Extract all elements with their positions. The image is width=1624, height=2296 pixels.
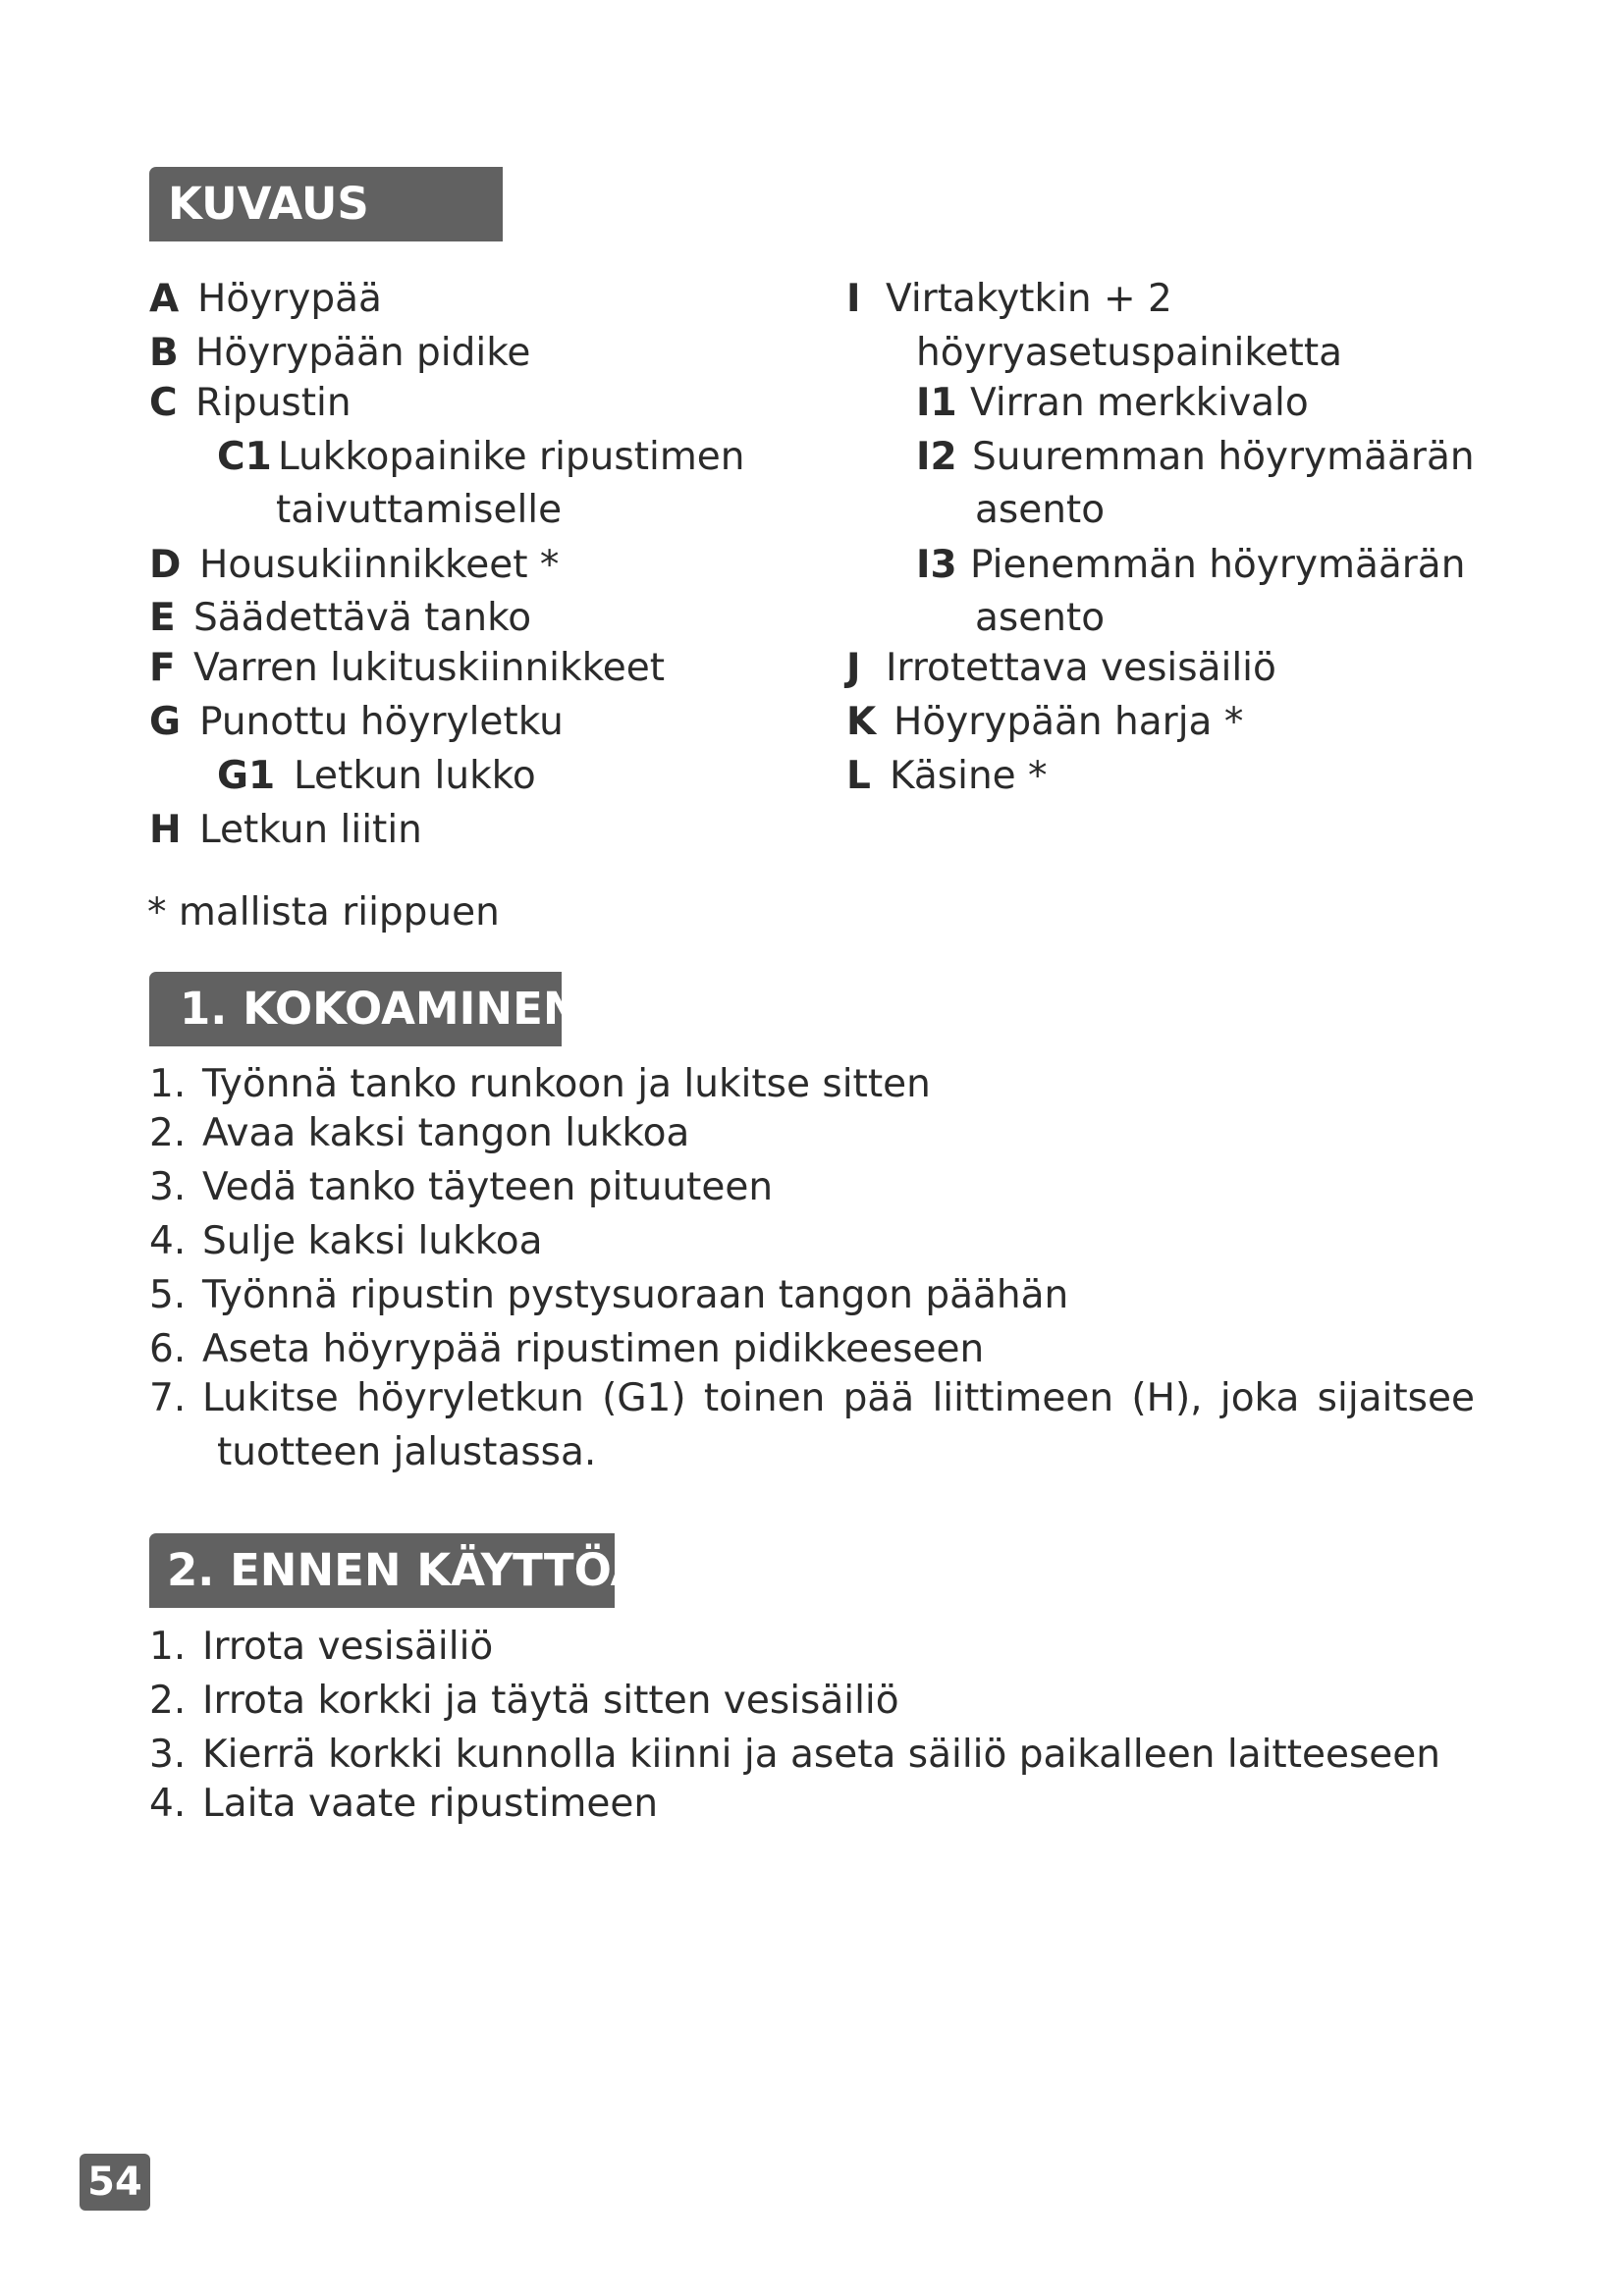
step-number: 6.	[149, 1327, 187, 1371]
step-text: Aseta höyrypää ripustimen pidikkeeseen	[202, 1327, 985, 1371]
step-number: 1.	[149, 1062, 187, 1106]
item-text: Virtakytkin + 2	[886, 277, 1172, 321]
item-text: Höyrypään harja *	[893, 700, 1244, 744]
item-key: C	[149, 381, 178, 425]
section-heading-kuvaus: KUVAUS	[149, 167, 503, 241]
item-key: H	[149, 808, 182, 852]
step-text: Työnnä tanko runkoon ja lukitse sitten	[202, 1062, 931, 1106]
step-text: Irrota vesisäiliö	[202, 1625, 494, 1669]
item-key: C1	[217, 435, 272, 479]
item-key: F	[149, 646, 176, 690]
step-number: 3.	[149, 1733, 187, 1777]
step-text: Sulje kaksi lukkoa	[202, 1219, 543, 1263]
item-text: Pienemmän höyrymäärän	[970, 543, 1466, 587]
item-text-continuation: taivuttamiselle	[276, 488, 563, 532]
footnote: * mallista riippuen	[147, 890, 500, 934]
item-text: Virran merkkivalo	[970, 381, 1309, 425]
step-number: 2.	[149, 1679, 187, 1723]
step-text: Vedä tanko täyteen pituuteen	[202, 1165, 774, 1209]
item-key: J	[846, 646, 861, 690]
section-heading-ennen-kayttoa: 2. ENNEN KÄYTTÖÄ	[149, 1533, 615, 1608]
item-text: Höyrypää	[197, 277, 382, 321]
page-number: 54	[80, 2154, 150, 2211]
item-key: K	[846, 700, 877, 744]
item-text-continuation: asento	[975, 596, 1106, 640]
step-number: 1.	[149, 1625, 187, 1669]
section-heading-kokoaminen: 1. KOKOAMINEN	[149, 972, 562, 1046]
step-text: Irrota korkki ja täytä sitten vesisäiliö	[202, 1679, 899, 1723]
item-text: Säädettävä tanko	[193, 596, 532, 640]
item-text: Lukkopainike ripustimen	[278, 435, 745, 479]
item-key: I1	[916, 381, 957, 425]
item-key: B	[149, 331, 179, 375]
item-text-continuation: höyryasetuspainiketta	[916, 331, 1343, 375]
item-text: Ripustin	[195, 381, 352, 425]
step-text: Työnnä ripustin pystysuoraan tangon päähän	[202, 1273, 1069, 1317]
item-text: Irrotettava vesisäiliö	[886, 646, 1276, 690]
item-text: Höyrypään pidike	[195, 331, 531, 375]
step-text-continuation: tuotteen jalustassa.	[217, 1430, 597, 1474]
item-key: I2	[916, 435, 957, 479]
item-text: Housukiinnikkeet *	[199, 543, 560, 587]
item-key: L	[846, 754, 871, 798]
step-number: 5.	[149, 1273, 187, 1317]
item-key: E	[149, 596, 176, 640]
item-key: A	[149, 277, 180, 321]
item-key: I3	[916, 543, 957, 587]
step-text: Laita vaate ripustimeen	[202, 1782, 659, 1826]
step-number: 2.	[149, 1111, 187, 1155]
step-text: Kierrä korkki kunnolla kiinni ja aseta säiliö paikalleen laitteeseen	[202, 1733, 1441, 1777]
step-number: 4.	[149, 1219, 187, 1263]
item-text: Käsine *	[890, 754, 1048, 798]
item-text-continuation: asento	[975, 488, 1106, 532]
item-text: Suuremman höyrymäärän	[972, 435, 1475, 479]
step-number: 7.	[149, 1376, 187, 1420]
step-text: Lukitse höyryletkun (G1) toinen pää liittimeen (H), joka sijaitsee	[202, 1376, 1475, 1420]
item-text: Letkun lukko	[294, 754, 536, 798]
step-number: 3.	[149, 1165, 187, 1209]
item-key: G	[149, 700, 182, 744]
step-text: Avaa kaksi tangon lukkoa	[202, 1111, 690, 1155]
item-text: Letkun liitin	[199, 808, 422, 852]
item-text: Varren lukituskiinnikkeet	[193, 646, 666, 690]
item-key: I	[846, 277, 861, 321]
item-text: Punottu höyryletku	[199, 700, 564, 744]
item-key: D	[149, 543, 182, 587]
step-number: 4.	[149, 1782, 187, 1826]
item-key: G1	[217, 754, 276, 798]
